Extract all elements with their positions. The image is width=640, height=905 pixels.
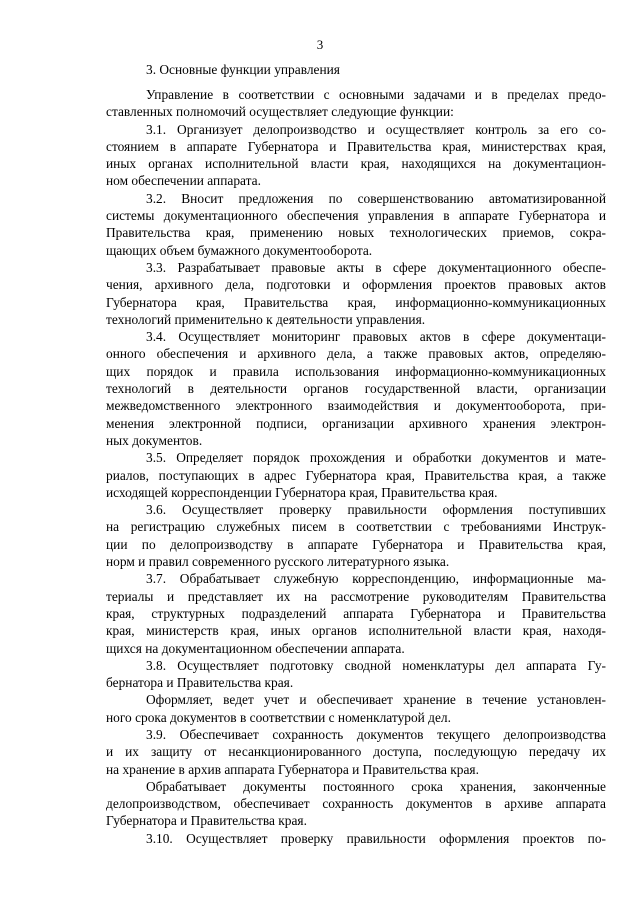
section-heading: 3. Основные функции управления [146, 62, 340, 77]
paragraph [106, 190, 606, 259]
paragraph-line: Правительства края, применению новых технологических приемов, сокра- [106, 225, 606, 241]
paragraph [106, 570, 606, 656]
paragraph-line: 3.1. Организует делопроизводство и осуществляет контроль за его со- [146, 121, 606, 137]
paragraph-line: края, министерств края, иных органов исполнительной власти края, находя- [106, 623, 606, 639]
paragraph-line: онного обеспечения и архивного дела, а также правовых актов, определяю- [106, 346, 606, 362]
paragraph-line: технологий применительно к деятельности управления. [106, 311, 426, 327]
paragraph-line: 3.4. Осуществляет мониторинг правовых актов в сфере документаци- [146, 329, 606, 345]
paragraph-line: норм и правил современного русского литературного языка. [106, 554, 450, 570]
paragraph-line: ных документов. [106, 432, 203, 448]
paragraph-line: иных органах исполнительной власти края, находящихся на документацион- [106, 156, 606, 172]
paragraph [106, 726, 606, 778]
paragraph-line: на хранение в архив аппарата Губернатора и Правительства края. [106, 761, 479, 777]
paragraph-line: делопроизводством, обеспечивает сохранность документов в архиве аппарата [106, 796, 606, 812]
paragraph-line: щающих объем бумажного документооборота. [106, 242, 373, 258]
paragraph-line: щихся на документационном обеспечении аппарата. [106, 640, 405, 656]
paragraph-line: на регистрацию служебных писем в соответствии с требованиями Инструк- [106, 519, 606, 535]
paragraph-line: Губернатора края, Правительства края, информационно-коммуникационных [106, 294, 606, 310]
paragraph [106, 449, 606, 501]
paragraph-line: 3.7. Обрабатывает служебную корреспонденцию, информационные ма- [146, 571, 606, 587]
paragraph-line: риалов, поступающих в адрес Губернатора края, Правительства края, а также [106, 467, 606, 483]
paragraph-line: 3.8. Осуществляет подготовку сводной номенклатуры дел аппарата Гу- [146, 657, 606, 673]
paragraph-line: Управление в соответствии с основными задачами и в пределах предо- [146, 87, 606, 102]
paragraph-line: 3.10. Осуществляет проверку правильности оформления проектов по- [146, 830, 606, 846]
paragraph-line: щих порядок и правила использования информационно-коммуникационных [106, 363, 606, 379]
paragraph-line: края, структурных подразделений аппарата Губернатора и Правительства [106, 605, 606, 621]
paragraph-line: 3.9. Обеспечивает сохранность документов текущего делопроизводства [146, 726, 606, 742]
paragraph-line: и их защиту от несанкционированного доступа, последующую передачу их [106, 744, 606, 760]
paragraph-line: териалы и представляет их на рассмотрение руководителям Правительства [106, 588, 606, 604]
paragraph-line: стоянием в аппарате Губернатора и Правительства края, министерствах края, [106, 138, 606, 154]
paragraph-line: ного срока документов в соответствии с номенклатурой дел. [106, 709, 451, 725]
paragraph [106, 86, 606, 121]
paragraph [106, 778, 606, 830]
paragraph-line: Обрабатывает документы постоянного срока хранения, законченные [146, 778, 606, 794]
paragraph [106, 691, 606, 726]
paragraph-line: Оформляет, ведет учет и обеспечивает хранение в течение установлен- [146, 692, 606, 708]
paragraph-line: межведомственного электронного взаимодействия и документооборота, при- [106, 398, 606, 414]
paragraph-line: системы документационного обеспечения управления в аппарате Губернатора и [106, 208, 606, 224]
paragraph [106, 830, 606, 847]
paragraph [106, 657, 606, 692]
paragraph-line: 3.6. Осуществляет проверку правильности оформления поступивших [146, 502, 606, 518]
paragraph-line: исходящей корреспонденции Губернатора края, Правительства края. [106, 484, 498, 500]
paragraph-line: ном обеспечении аппарата. [106, 173, 261, 189]
paragraph-line: 3.5. Определяет порядок прохождения и обработки документов и мате- [146, 450, 606, 466]
paragraph-line: 3.3. Разрабатывает правовые акты в сфере документационного обеспе- [146, 259, 606, 275]
paragraph-line: менения электронной подписи, организации архивного хранения электрон- [106, 415, 606, 431]
page-number: 3 [316, 37, 324, 52]
paragraph [106, 328, 606, 449]
paragraph [106, 501, 606, 570]
paragraph [106, 121, 606, 190]
paragraph-list [106, 86, 606, 847]
paragraph-line: чения, архивного дела, подготовки и оформления проектов правовых актов [106, 277, 606, 293]
paragraph-line: ции по делопроизводству в аппарате Губернатора и Правительства края, [106, 536, 606, 552]
document-body [106, 61, 606, 847]
paragraph-line: бернатора и Правительства края. [106, 675, 294, 691]
paragraph [106, 259, 606, 328]
paragraph-line: 3.2. Вносит предложения по совершенствованию автоматизированной [146, 190, 606, 206]
paragraph-line: технологий в деятельности органов государственной власти, организации [106, 381, 606, 397]
paragraph-line: Губернатора и Правительства края. [106, 813, 307, 829]
paragraph-line: ставленных полномочий осуществляет следующие функции: [106, 104, 454, 120]
